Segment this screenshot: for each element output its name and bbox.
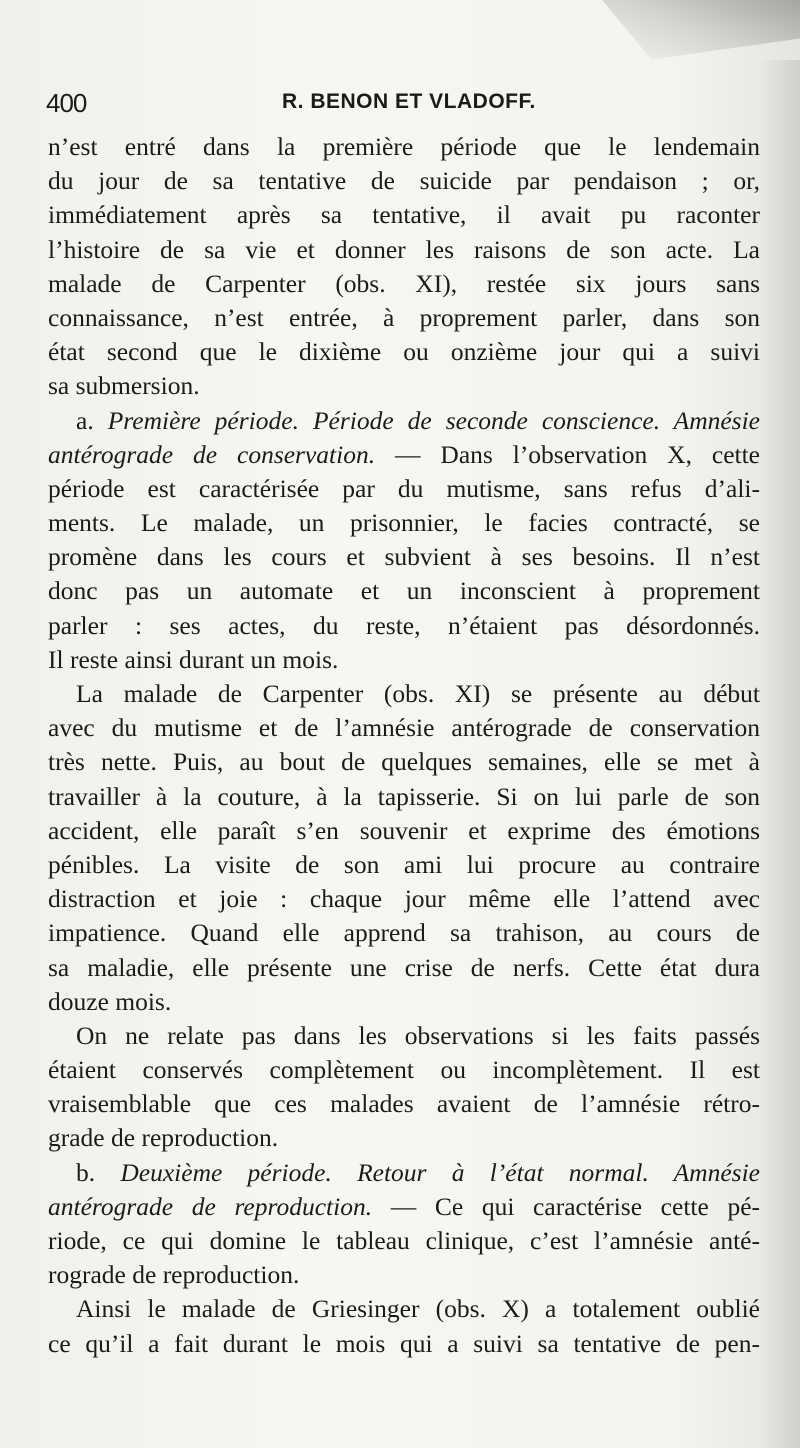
text-line: n’est entré dans la première période que le lendemain bbox=[48, 132, 760, 161]
section-title: Deuxième période. Retour à l’état normal. Amnésie bbox=[120, 1157, 760, 1187]
page-number: 400 bbox=[46, 88, 87, 118]
text-line: période est caractérisée par du mutisme, sans refus d’ali- bbox=[48, 473, 760, 503]
running-head: R. BENON ET VLADOFF. bbox=[282, 90, 536, 113]
text-line: parler : ses actes, du reste, n’étaient pas désordonnés. bbox=[48, 610, 760, 640]
page-edge-shadow bbox=[760, 60, 800, 1448]
page-header bbox=[46, 88, 766, 128]
text-line: très nette. Puis, au bout de quelques semaines, elle se met à bbox=[48, 747, 760, 777]
text-line: avec du mutisme et de l’amnésie antérograde de conservation bbox=[48, 713, 760, 743]
text-line: La malade de Carpenter (obs. XI) se présente au début bbox=[76, 679, 760, 708]
text-line: vraisemblable que ces malades avaient de l’amnésie rétro- bbox=[48, 1089, 760, 1119]
section-title: antérograde de conservation. bbox=[48, 439, 376, 469]
text-line: du jour de sa tentative de suicide par pendaison ; or, bbox=[48, 166, 760, 196]
text-line: l’histoire de sa vie et donner les raisons de son acte. La bbox=[48, 234, 760, 264]
text-fragment: — Ce qui caractérise cette pé- bbox=[372, 1191, 760, 1221]
text-line: sa submersion. bbox=[48, 371, 200, 401]
text-line: malade de Carpenter (obs. XI), restée six jours sans bbox=[48, 268, 760, 298]
text-line: pénibles. La visite de son ami lui procure au contraire bbox=[48, 849, 760, 879]
text-line: distraction et joie : chaque jour même elle l’attend avec bbox=[48, 884, 760, 914]
text-line: promène dans les cours et subvient à ses besoins. Il n’est bbox=[48, 542, 760, 572]
text-fragment: — Dans l’observation X, cette bbox=[375, 439, 760, 469]
text-line: étaient conservés complètement ou incomplètement. Il est bbox=[48, 1055, 760, 1085]
text-line: connaissance, n’est entrée, à proprement parler, dans son bbox=[48, 302, 760, 332]
text-line: accident, elle paraît s’en souvenir et exprime des émotions bbox=[48, 815, 760, 845]
section-heading_a2 bbox=[48, 438, 760, 472]
text-line: immédiatement après sa tentative, il avait pu raconter bbox=[48, 200, 760, 230]
text-line: douze mois. bbox=[48, 986, 172, 1016]
text-line: On ne relate pas dans les observations si les faits passés bbox=[76, 1020, 760, 1050]
section-title: antérograde de reproduction. bbox=[48, 1191, 373, 1221]
text-line: grade de reproduction. bbox=[48, 1123, 279, 1153]
text-line: rograde de reproduction. bbox=[48, 1260, 300, 1290]
text-line: riode, ce qui domine le tableau clinique, c’est l’amnésie anté- bbox=[48, 1226, 760, 1255]
section-label: b. bbox=[76, 1157, 96, 1187]
text-line: donc pas un automate et un inconscient à proprement bbox=[48, 576, 760, 606]
text-line: ments. Le malade, un prisonnier, le facies contracté, se bbox=[48, 508, 760, 538]
body-text bbox=[48, 130, 760, 1361]
text-line: état second que le dixième ou onzième jour qui a suivi bbox=[48, 337, 760, 367]
text-line: Il reste ainsi durant un mois. bbox=[48, 644, 339, 674]
section-label: a. bbox=[76, 405, 94, 435]
text-line: ce qu’il a fait durant le mois qui a suivi sa tentative de pen- bbox=[48, 1328, 760, 1358]
section-heading_b2 bbox=[48, 1190, 760, 1224]
section-heading_b1 bbox=[48, 1156, 760, 1190]
section-heading_a1 bbox=[48, 404, 760, 438]
text-line: Ainsi le malade de Griesinger (obs. X) a totalement oublié bbox=[76, 1294, 760, 1324]
text-line: sa maladie, elle présente une crise de nerfs. Cette état dura bbox=[48, 952, 760, 982]
section-title: Première période. Période de seconde conscience. Amnésie bbox=[107, 405, 760, 435]
text-line: impatience. Quand elle apprend sa trahison, au cours de bbox=[48, 918, 760, 948]
text-line: travailler à la couture, à la tapisserie. Si on lui parle de son bbox=[48, 781, 760, 811]
page-corner-fold bbox=[470, 0, 800, 70]
